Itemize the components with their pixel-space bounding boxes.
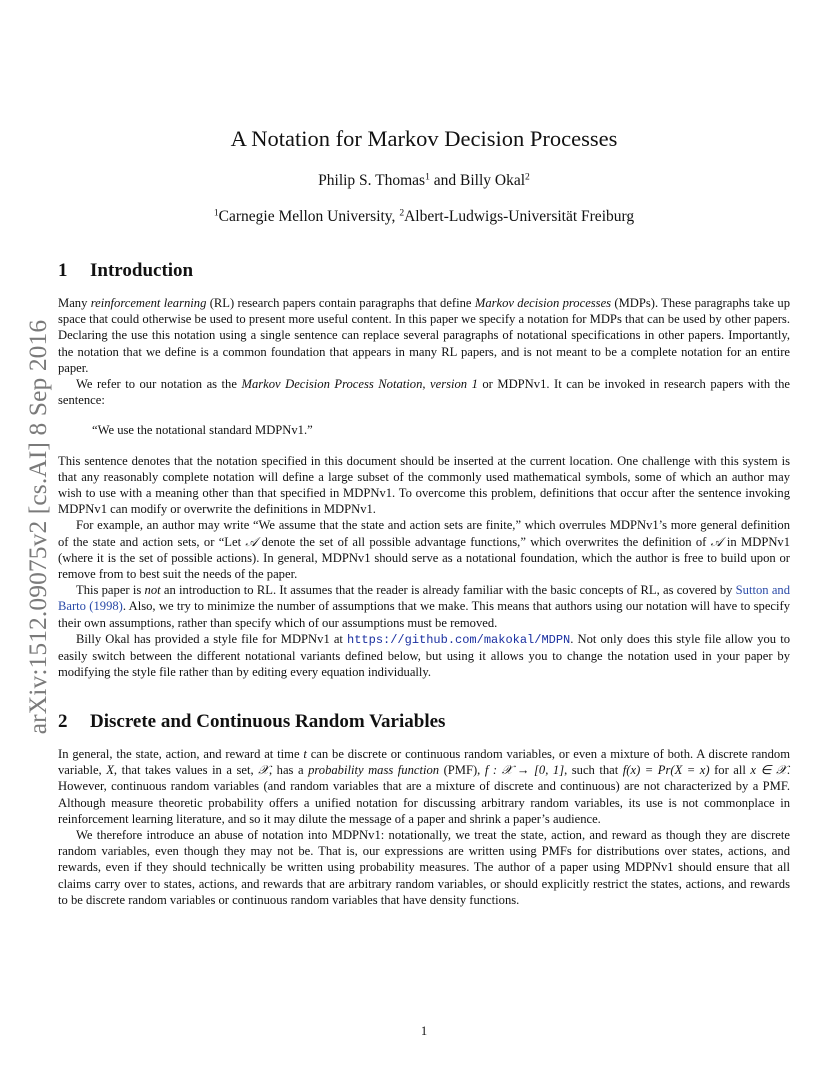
institution-name: Carnegie Mellon University, <box>218 208 400 225</box>
author-line <box>0 172 828 190</box>
section-number: 1 <box>58 260 68 281</box>
math-symbol: 𝒜 <box>710 534 723 549</box>
affiliation-marker: 1 <box>425 171 430 183</box>
affiliation-marker: 1 <box>213 207 219 219</box>
math-symbol: 𝒜 <box>245 534 258 549</box>
text-run: or MDPNv1. It can be invoked in research papers with the sentence: <box>58 377 790 408</box>
text-run: (MDPs). These paragraphs take up space that could otherwise be used to present more useful content. In this paper we specify a notation for MDPs that can be used by other papers. Declaring the use this notation using a single sentence can replace several paragraphs of notational specifications in other papers. Importantly, the notation that we define is a common foundation that appears in many RL papers, and is not meant to be a complete notation for an entire paper. <box>58 296 791 375</box>
math-expression: x ∈ 𝒳 <box>750 763 787 778</box>
emphasis-text: not <box>144 583 161 598</box>
section-number: 2 <box>58 711 68 732</box>
text-run: In general, the state, action, and reward at time <box>58 747 304 761</box>
page-number: 1 <box>420 1024 428 1038</box>
math-symbol: X <box>106 763 114 778</box>
text-run: , has a <box>268 763 309 778</box>
text-run: (PMF), <box>439 763 485 778</box>
citation-link[interactable]: Sutton and Barto (1998) <box>58 583 790 614</box>
text-run: (RL) research papers contain paragraphs that define <box>206 296 475 310</box>
text-run: , such that <box>564 763 623 778</box>
math-symbol: t <box>303 747 307 761</box>
emphasis-text: reinforcement learning <box>90 296 207 310</box>
emphasis-text: probability mass function <box>308 763 440 778</box>
text-run: can be discrete or continuous random variables, or even a mixture of both. A discrete random variable, <box>58 747 790 778</box>
affiliation-line <box>0 208 828 226</box>
author-name: Billy Okal <box>460 172 526 189</box>
url-link[interactable]: https://github.com/makokal/MDPN <box>347 632 571 647</box>
math-expression: f : 𝒳 → [0, 1] <box>484 763 565 778</box>
paper-title: A Notation for Markov Decision Processes <box>230 126 618 151</box>
emphasis-text: Markov Decision Process Notation, version 1 <box>241 377 478 392</box>
text-run: For example, an author may write “We assume that the state and action sets are finite,” which overrules MDPNv1’s more general definition of the state and action sets, or “Let <box>58 518 790 549</box>
text-run: Billy Okal has provided a style file for MDPNv1 at <box>76 631 348 646</box>
arxiv-identifier-stamp: arXiv:1512.09075v2 [cs.AI] 8 Sep 2016 <box>23 319 52 735</box>
text-run: in MDPNv1 (where it is the set of possible actions). In general, MDPNv1 should serve as a notational foundation, which the author is free to build upon or remove from to best suit the needs of the paper. <box>58 534 791 582</box>
author-conjunction: and <box>429 172 461 189</box>
paragraph <box>58 517 790 582</box>
text-run: . Also, we try to minimize the number of assumptions that we make. This means that authors using our notation will have to specify their own assumptions, rather than specify which of our assumptions must be removed. <box>58 599 791 630</box>
text-run: This paper is <box>76 583 145 598</box>
paragraph <box>58 582 790 631</box>
text-run: an introduction to RL. It assumes that the reader is already familiar with the basic concepts of RL, as covered by <box>160 583 736 598</box>
text-run: Many <box>58 296 91 310</box>
emphasis-text: Markov decision processes <box>474 296 612 310</box>
paragraph <box>58 295 790 376</box>
math-expression: f(x) = Pr(X = x) <box>622 763 710 778</box>
paragraph: This sentence denotes that the notation specified in this document should be inserted at the current location. One challenge with this system is that any reasonably complete notation will define a large subset of the commonly used mathematical symbols, some of which an author may wish to use with a meaning other than that specified in MDPNv1. To overcome this problem, definitions that occur after the sentence invoking MDPNv1 can modify or overwrite the definitions in MDPNv1. <box>58 453 790 517</box>
institution-name: Albert-Ludwigs-Universität Freiburg <box>404 208 635 225</box>
section-heading <box>58 260 193 282</box>
text-run: We refer to our notation as the <box>76 377 242 392</box>
paragraph <box>58 631 790 681</box>
quoted-sentence: “We use the notational standard MDPNv1.” <box>92 423 313 438</box>
text-run: for all <box>709 763 751 778</box>
section-body-introduction <box>58 295 790 680</box>
text-run: . However, continuous random variables (and random variables that are a mixture of discrete and continuous) are not characterized by a PMF. Although measure theoretic probability offers a unified notation for discussing arbitrary random variables, its use is not commonplace in reinforcement learning literature, and so it may dilute the message of a paper and shrink a paper’s audience. <box>58 763 790 826</box>
text-run: , that takes values in a set, <box>113 763 259 778</box>
math-symbol: 𝒳 <box>258 763 269 778</box>
affiliation-marker: 2 <box>399 207 405 219</box>
author-name: Philip S. Thomas <box>318 172 426 189</box>
paragraph: We therefore introduce an abuse of notation into MDPNv1: notationally, we treat the state, action, and reward as though they are discrete random variables, even though they may not be. That is, our expressions are written using PMFs for distributions over states, actions, and rewards, even if they should technically be written using probability measures. The author of a paper using MDPNv1 should ensure that all claims carry over to states, actions, and rewards that are arbitrary random variables, or should explicitly restrict the states, actions, and rewards to be discrete random variables or continuous random variables that have density functions. <box>58 828 790 907</box>
affiliation-marker: 2 <box>525 171 530 183</box>
section-heading <box>58 711 445 733</box>
paragraph <box>58 746 790 827</box>
section-title: Introduction <box>90 260 194 281</box>
text-run: . Not only does this style file allow you to easily switch between the different notational variants defined below, but using it allows you to change the notation used in your paper by modifying the style file rather than by editing every equation individually. <box>58 631 790 680</box>
paragraph <box>58 376 790 408</box>
text-run: denote the set of all possible advantage functions,” which overwrites the definition of <box>257 534 711 549</box>
section-title: Discrete and Continuous Random Variables <box>90 711 446 732</box>
section-body-random-variables <box>58 746 790 908</box>
